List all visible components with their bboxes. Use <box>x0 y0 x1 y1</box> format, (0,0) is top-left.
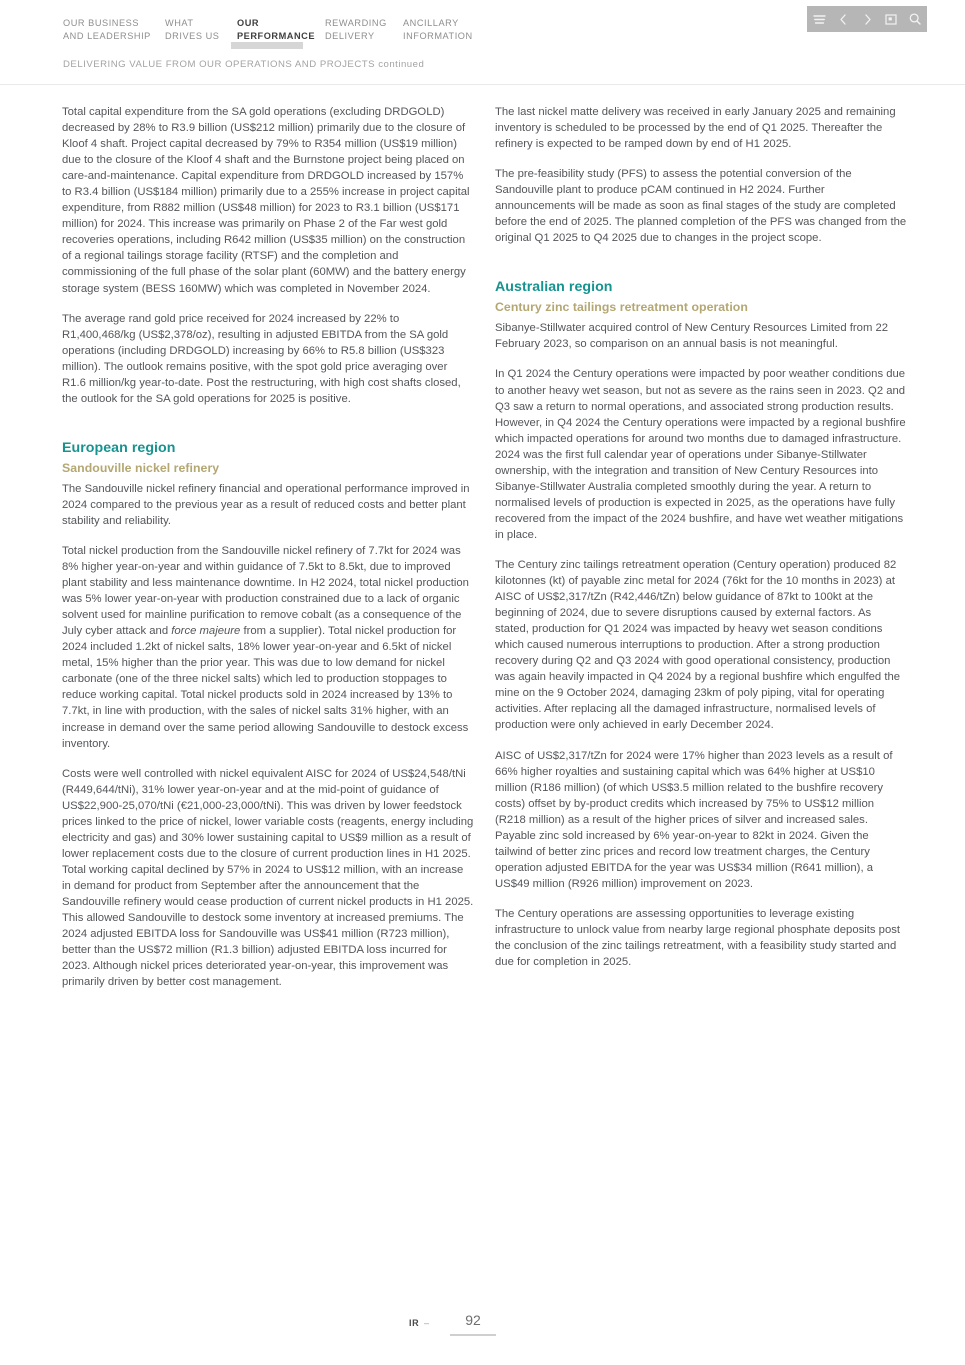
heading-european-region: European region <box>62 439 176 456</box>
nav-item-label-line2: INFORMATION <box>403 31 473 42</box>
search-icon[interactable] <box>907 11 924 28</box>
paragraph-century-aisc: AISC of US$2,317/tZn for 2024 were 17% higher than 2023 levels as a result of 66% higher royalties and sustaining capital which was 64% higher at US$10 million (R186 million) (of which US$3.5 million related to the bushfire recovery costs) offset by by-product credits which increased by 75% to US$12 million (R218 million) as a result of the higher prices of silver and increased sales. Payable zinc sold increased by 6% year-on-year to 82kt in 2024. Given the tailwind of better zinc prices and record low treatment charges, the Century operation adjusted EBITDA for the year was US$34 million (R641 million), a US$49 million (R926 million) improvement on 2023. <box>495 749 893 890</box>
subheading-sandouville-nickel-refinery: Sandouville nickel refinery <box>62 460 220 475</box>
paragraph-sandouville-performance: The Sandouville nickel refinery financial and operational performance improved in 2024 compared to the previous year as a result of reduced costs and better plant stability and reliability. <box>62 482 470 527</box>
menu-icon[interactable] <box>811 11 828 28</box>
right-column <box>495 104 907 990</box>
paragraph-nickel-production <box>62 543 474 752</box>
heading-australian-region: Australian region <box>495 279 613 296</box>
paragraph-century-zinc-production: The Century zinc tailings retreatment operation (Century operation) produced 82 kilotonnes (kt) of payable zinc metal for 2024 (76kt for the 10 months in 2023) at AISC of US$2,317/tZn (R42,446/tZn) below guidance of 87kt to 100kt at the beginning of 2024, due to severe disruptions caused by external factors. As stated, production for Q1 2024 was impacted by heavy wet season conditions which caused numerous interruptions to production. After a strong production recovery during Q2 and Q3 2024 with good operational consistency, production was again heavily impacted in Q4 2024 by a regional bushfire which engulfed the mine on the 9 October 2024, damaging 23km of poly piping, vital for operating activities. After replacing all the damaged infrastructure, normalised levels of production were only achieved in early December 2024. <box>495 558 901 732</box>
chevron-left-icon[interactable] <box>835 11 852 28</box>
active-nav-indicator <box>231 42 303 49</box>
chevron-right-icon[interactable] <box>859 11 876 28</box>
nav-item-label-line1: ANCILLARY <box>403 18 459 28</box>
page-footer <box>0 1312 965 1342</box>
paragraph-century-phosphate: The Century operations are assessing opportunities to leverage existing infrastructure to unlock value from nearby large regional phosphate deposits post the conclusion of the zinc tailings retreatment, with a feasibility study started and due for completion in 2025. <box>495 907 901 969</box>
page-title-continued: continued <box>378 59 425 70</box>
section-spacer <box>62 421 474 431</box>
nav-item-label-line1: REWARDING <box>325 18 387 28</box>
paragraph-nickel-costs: Costs were well controlled with nickel equivalent AISC for 2024 of US$24,548/tNi (R449,644/tNi), 31% lower year-on-year and at the mid-point of guidance of US$22,900-25,070/tNi (€21,000-23,000/tNi). This was driven by lower feedstock prices linked to the price of nickel, lower variable costs (reagents, energy including electricity and gas) and 30% lower sustaining capital to US$9 million as a result of lower replacement costs due to the closure of current production lines in H1 2025. Total working capital declined by 57% in 2024 to US$12 million, with an increase in demand for product from September after the announcement that the Sandouville refinery would cease production of current nickel products in H1 2025. This allowed Sandouville to destock some inventory at increased premiums. The 2024 adjusted EBITDA loss for Sandouville was US$41 million (R723 million), better than the US$72 million (R1.3 billion) adjusted EBITDA loss incurred for 2023. Although nickel prices deteriorated year-on-year, this improvement was primarily driven by better cost management. <box>62 767 474 989</box>
paragraph-nickel-production-italic: force majeure <box>171 625 241 638</box>
viewer-toolbar <box>807 6 927 32</box>
paragraph-nickel-production-part1: Total nickel production from the Sandouville nickel refinery of 7.7kt for 2024 was 8% higher year-on-year and within guidance of 7.5kt to 8.5kt, due to improved plant stability and less maintenance downtime. In H2 2024, total nickel production was 5% lower year-on-year with production constrained due to a lack of organic solvent used for mainline purification to remove cobalt (as a consequence of the July cyber attack and <box>62 544 469 638</box>
paragraph-nickel-matte-delivery: The last nickel matte delivery was received in early January 2025 and remaining inventory is scheduled to be processed by the end of Q1 2025. Thereafter the refinery is expected to be ramped down by end of H1 2025. <box>495 106 896 151</box>
page-number-underline <box>450 1334 496 1336</box>
nav-item-label-line1: OUR BUSINESS <box>63 18 140 28</box>
nav-item-rewarding-delivery[interactable] <box>325 17 403 48</box>
paragraph-rand-gold-price: The average rand gold price received for 2024 increased by 22% to R1,400,468/kg (US$2,378/oz), resulting in adjusted EBITDA from the SA gold operations (including DRDGOLD) increasing by 66% to R5.8 billion (US$323 million). The outlook remains positive, with the spot gold price averaging over R1.6 million/kg year-to-date. Post the restructuring, with high cost shafts closed, the outlook for the SA gold operations for 2025 is positive. <box>62 312 461 405</box>
footer-dash: – <box>424 1318 430 1328</box>
paragraph-century-weather-bushfire: In Q1 2024 the Century operations were impacted by poor weather conditions due to another heavy wet season, but not as severe as the rains seen in 2023. Q2 and Q3 saw a return to normal operations, and associated strong production results. However, in Q4 2024 the Century operations were impacted by a regional bushfire which impacted operations for around two months due to damaged infrastructure. 2024 was the first full calendar year of operations under Sibanye-Stillwater ownership, with the integration and transition of New Century Resources into Sibanye-Stillwater Australia completed smoothly during the year. A return to normalised levels of production is expected in 2025, as the operations have fully recovered from the impact of the 2024 bushfire, and have wet weather mitigations in place. <box>495 368 906 541</box>
section-spacer <box>495 260 907 270</box>
nav-item-ancillary-information[interactable] <box>403 17 493 48</box>
nav-item-label-line2: AND LEADERSHIP <box>63 31 151 42</box>
header-divider <box>0 84 965 85</box>
page-title-main: DELIVERING VALUE FROM OUR OPERATIONS AND PROJECTS <box>63 59 376 70</box>
paragraph-capex-sa-gold: Total capital expenditure from the SA gold operations (excluding DRDGOLD) decreased by 28% to R3.9 billion (US$212 million) primarily due to the closure of Kloof 4 shaft. Project capital decreased by 79% to R354 million (US$19 million) due to the closure of the Kloof 4 shaft and the Burnstone project being placed on care-and-maintenance. Capital expenditure from DRDGOLD increased by 157% to R3.4 billion (US$184 million) primarily due to a 255% increase in project capital expenditure, from R882 million (US$48 million) for 2023 to R3.1 billion (US$171 million) for 2024. This increase was primarily on Phase 2 of the Far west gold recoveries operations, including R642 million (US$35 million) on the construction of a regional tailings storage facility (RTSF) and the completion and commissioning of the full phase of the solar plant (60MW) and the battery energy storage system (BESS 160MW) which was completed in November 2024. <box>62 106 470 295</box>
paragraph-pfs-pcam: The pre-feasibility study (PFS) to assess the potential conversion of the Sandouville plant to produce pCAM continued in H2 2024. Further announcements will be made as soon as final stages of the study are completed before the end of 2025. The planned completion of the PFS was changed from the original Q1 2025 to Q4 2025 due to changes in the project scope. <box>495 168 907 245</box>
page-title <box>63 59 424 70</box>
nav-item-label-line2: DRIVES US <box>165 31 220 42</box>
page-number: 92 <box>465 1312 481 1328</box>
nav-item-label-line1: WHAT <box>165 18 194 28</box>
subheading-century-zinc-tailings: Century zinc tailings retreatment operation <box>495 300 748 315</box>
nav-item-our-business-and-leadership[interactable] <box>63 17 165 48</box>
paragraph-new-century-acquisition: Sibanye-Stillwater acquired control of New Century Resources Limited from 22 February 2023, so comparison on an annual basis is not meaningful. <box>495 322 889 351</box>
paragraph-nickel-production-part2: from a supplier). Total nickel production for 2024 included 1.2kt of nickel salts, 18% lower year-on-year and 6.5kt of nickel metal, 15% higher than the prior year. This was due to low demand for nickel carbonate (one of the three nickel salts) which led to production stoppages to reduce working capital. Total nickel products sold in 2024 increased by 13% to 7.7kt, in line with production, with the sales of nickel salts 31% higher, with an increase in demand over the same period allowing Sandouville to destock excess inventory. <box>62 625 469 750</box>
article-body <box>62 104 907 990</box>
top-navigation-bar <box>0 0 965 92</box>
nav-item-what-drives-us[interactable] <box>165 17 237 48</box>
nav-item-label-line2: PERFORMANCE <box>237 31 316 42</box>
footer-report-label: IR <box>409 1318 420 1328</box>
left-column <box>62 104 474 990</box>
nav-item-label-line2: DELIVERY <box>325 31 375 42</box>
fullscreen-icon[interactable] <box>883 11 900 28</box>
nav-item-label-line1: OUR <box>237 18 260 28</box>
